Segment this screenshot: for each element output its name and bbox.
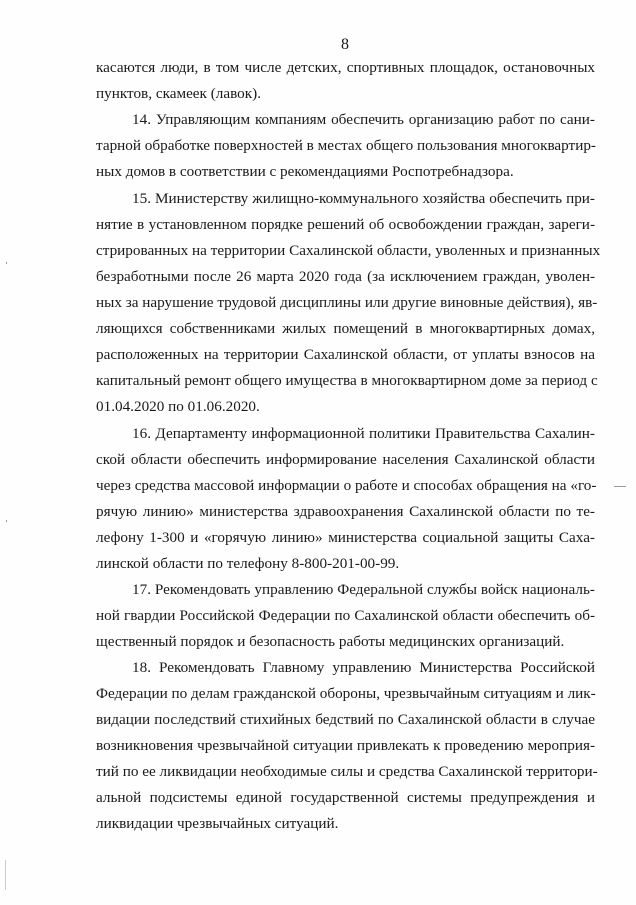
text-line: безработными после 26 марта 2020 года (за исключением граждан, уволен- <box>96 268 595 285</box>
scan-artifact <box>5 860 6 890</box>
text-line: ной гвардии Российской Федерации по Сахалинской области обеспечить об- <box>96 607 595 624</box>
text-line: ликвидации чрезвычайных ситуаций. <box>96 815 339 832</box>
text-line: ных домов в соответствии с рекомендациями Роспотребнадзора. <box>96 163 514 180</box>
paragraph-15-first-line: 15. Министерству жилищно-коммунального хозяйства обеспечить при- <box>132 190 595 207</box>
text-line: щественный порядок и безопасность работы медицинских организаций. <box>96 633 565 650</box>
paragraph-18-first-line: 18. Рекомендовать Главному управлению Министерства Российской <box>132 659 595 676</box>
text-line: касаются люди, в том числе детских, спортивных площадок, остановочных <box>96 59 595 76</box>
text-line: рячую линию» министерства здравоохранения Сахалинской области по те- <box>96 503 595 520</box>
scan-artifact <box>6 262 7 264</box>
text-line: расположенных на территории Сахалинской области, от уплаты взносов на <box>96 346 595 363</box>
scan-artifact <box>614 486 626 487</box>
text-line: ской области обеспечить информирование населения Сахалинской области <box>96 451 595 468</box>
text-line: возникновения чрезвычайной ситуации привлекать к проведению мероприя- <box>96 737 595 754</box>
page-number: 8 <box>341 36 349 53</box>
text-line: альной подсистемы единой государственной системы предупреждения и <box>96 789 595 806</box>
text-line: пунктов, скамеек (лавок). <box>96 85 261 102</box>
text-line: 01.04.2020 по 01.06.2020. <box>96 398 260 415</box>
text-line: тарной обработке поверхностей в местах общего пользования многоквартир- <box>96 137 596 154</box>
text-line: ных за нарушение трудовой дисциплины или другие виновные действия), яв- <box>96 294 598 311</box>
text-line: через средства массовой информации о работе и способах обращения на «го- <box>96 477 597 494</box>
paragraph-16-first-line: 16. Департаменту информационной политики Правительства Сахалин- <box>132 425 595 442</box>
text-line: тий по ее ликвидации необходимые силы и средства Сахалинской территори- <box>96 763 598 780</box>
paragraph-17-first-line: 17. Рекомендовать управлению Федеральной службы войск националь- <box>132 581 595 598</box>
text-line: линской области по телефону 8-800-201-00-99. <box>96 555 400 572</box>
text-line: ляющихся собственниками жилых помещений в многоквартирных домах, <box>96 320 595 337</box>
text-line: лефону 1-300 и «горячую линию» министерства социальной защиты Саха- <box>96 529 595 546</box>
text-line: капитальный ремонт общего имущества в многоквартирном доме за период с <box>96 372 598 389</box>
paragraph-14-first-line: 14. Управляющим компаниям обеспечить организацию работ по сани- <box>132 111 595 128</box>
text-line: стрированных на территории Сахалинской области, уволенных и признанных <box>96 242 601 259</box>
text-line: нятие в установленном порядке решений об освобождении граждан, зареги- <box>96 216 595 233</box>
text-line: Федерации по делам гражданской обороны, чрезвычайным ситуациям и лик- <box>96 685 596 702</box>
scan-artifact <box>6 520 7 522</box>
text-line: видации последствий стихийных бедствий по Сахалинской области в случае <box>96 711 595 728</box>
